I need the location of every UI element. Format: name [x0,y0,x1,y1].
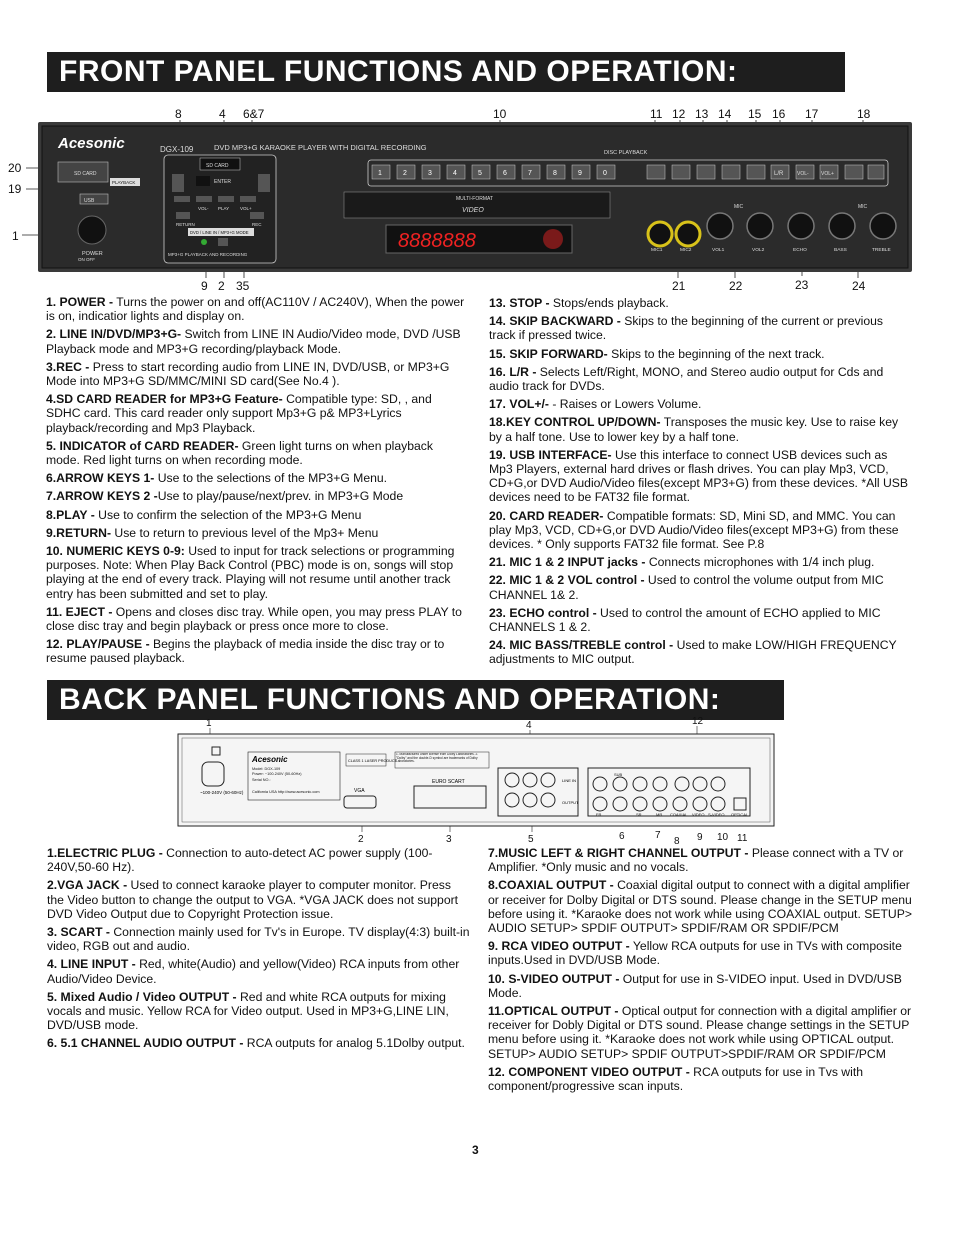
description-text: Connection to auto-detect AC power supply (100-240V,50-60 Hz). [47,846,433,875]
vol-plus-button-label: VOL+ [821,171,834,177]
description-heading: 9. RCA VIDEO OUTPUT - [488,939,630,954]
back-callout-4: 4 [526,720,532,731]
description-text: - Raises or Lowers Volume. [548,397,702,412]
callout-23: 23 [795,278,809,292]
description-heading: 14. SKIP BACKWARD - [489,314,621,329]
description-item [489,509,909,552]
back-callout-5: 5 [528,834,534,845]
callout-20: 20 [8,161,22,175]
callout-10: 10 [493,107,507,121]
back-callout-1: 1 [206,718,212,729]
description-text: Turns the power on and off(AC110V / AC240V), When the power is on, indicatior lights and display on. [46,295,465,324]
description-item [488,972,912,1000]
description-text: Begins the playback of media inside the disc tray or to resume paused playback. [46,637,445,666]
dolby-notice: 1. Manufactured under license from Dolby Laboratories. 2. "Dolby" and the double-D symbol are trademarks of Dolby Laboratories. [396,753,479,764]
knob-label-echo: ECHO [793,248,807,253]
page-number: 3 [472,1143,479,1157]
description-text: Transposes the music key. Use to raise key by a half tone. Use to lower key by a half tone. [489,415,899,444]
description-heading: 11. EJECT - [46,604,113,619]
description-heading: 1.ELECTRIC PLUG - [47,846,163,860]
description-heading: 12. COMPONENT VIDEO OUTPUT - [488,1064,690,1079]
description-heading: 22. MIC 1 & 2 VOL control - [489,573,645,588]
description-item [489,365,909,393]
back-callout-3: 3 [446,834,452,845]
description-item [46,327,466,355]
description-text: Compatible type: SD, , and SDHC card. This card reader only support Mp3+G p& MP3+Lyrics playback/recording and Mp3 Playback. [46,392,432,435]
knob-label-bass: BASS [834,248,847,253]
description-text: Used to control the volume output from MIC CHANNEL 1& 2. [489,573,884,602]
description-heading: 13. STOP - [489,296,550,310]
back-info-power: Power: ~100-240V (50-60Hz) [252,772,302,776]
description-text: Used to connect karaoke player to computer monitor. Press the Video button to change the output to VGA. *VGA JACK does not support DVD Video Output due to Copyright Protection issue. [47,878,459,921]
back-callout-9: 9 [697,832,703,843]
description-text: Skips to the beginning of the current or previous track if pressed twice. [489,314,884,343]
description-text: Coaxial digital output to connect with a digital amplifier or receiver for Dolby Digital or DTS sound. Please change in the SETUP menu before using it. *Karaoke does not work while using COAXIAL output. SETUP> AUDIO SETUP> SPDIF OUTPUT> SPDIF/RAM OR SPDIF/PCM [488,878,912,936]
description-text: Green light turns on when playback mode. Red light turns on when recording mode. [46,438,433,468]
jack-optical: OPTICAL [731,812,749,817]
knob-label-mic1: MIC1 [651,248,663,253]
back-callout-6: 6 [619,831,625,842]
front-panel-title: FRONT PANEL FUNCTIONS AND OPERATION: [47,52,845,92]
brand-logo: Acesonic [58,135,125,152]
description-text: Opens and closes disc tray. While open, you may press PLAY to close disc tray and begin playback or press once more to close. [46,604,462,634]
callout-24: 24 [852,279,866,293]
callout-1: 1 [12,229,19,243]
description-heading: 10. S-VIDEO OUTPUT - [488,971,620,986]
description-item [46,526,466,540]
back-info-serial: Serial NO.: [252,778,271,782]
vga-label: VGA [354,788,365,794]
jack-fr: FR [596,812,602,817]
disc-playback-label: DISC PLAYBACK [604,150,648,156]
back-power-label: ~100-240V (50-60Hz) [200,790,244,795]
back-panel-diagram [0,712,954,847]
description-item [488,1004,912,1061]
description-heading: 4.SD CARD READER for MP3+G Feature- [46,392,283,407]
description-item [46,489,466,503]
description-heading: 17. VOL+/- [489,397,549,412]
description-item [489,555,909,569]
description-text: Skips to the beginning of the next track. [607,346,825,361]
description-heading: 7.MUSIC LEFT & RIGHT CHANNEL OUTPUT - [488,846,749,860]
multi-format-label: MULTI-FORMAT [456,196,494,202]
back-callout-12: 12 [692,716,704,727]
description-text: RCA outputs for use in Tvs with component/progressive scan inputs. [488,1064,863,1094]
description-item [489,314,909,342]
description-text: Please connect with a TV or Amplifier. *Only music and no vocals. [488,846,904,875]
jack-sr: SR [636,812,642,817]
description-item [46,508,466,522]
usb-label: USB [84,198,95,204]
back-info-web: California USA http://www.acesonic.com [252,790,320,794]
back-left-column [47,846,471,1055]
callout-14: 14 [718,107,732,121]
description-heading: 3.REC - [46,359,90,374]
jack-video: VIDEO [692,812,705,817]
description-text: Red, white(Audio) and yellow(Video) RCA inputs from other Audio/Video Device. [47,957,460,986]
description-item [46,439,466,467]
description-item [47,846,471,874]
description-item [489,448,909,505]
jack-mr: MR [656,812,663,817]
description-heading: 2.VGA JACK - [47,878,128,893]
description-heading: 1. POWER - [46,295,114,309]
callout-4: 4 [219,107,226,121]
description-text: Use to the selections of the MP3+G Menu. [154,471,388,486]
description-text: Use this interface to connect USB devices such as Mp3 Players, external hard drives or flash drives. You can play Mp3, VCD, CD+G,or DVD Audio/Video files(except MP3+G) from these devices. *All USB devices need to be FAT32 file format. [489,447,909,505]
description-heading: 24. MIC BASS/TREBLE control - [489,638,674,653]
description-heading: 3. SCART - [47,925,110,940]
front-right-column [489,296,909,671]
description-item [46,637,466,665]
front-left-column [46,295,466,670]
description-text: Optical output for connection with a digital amplifier or receiver for Dobly Digital or DTS sound. Please change settings in the SETUP menu before using it. *Karaoke does not work while using OPTICAL output. SETUP> AUDIO SETUP> SPDIF OUTPUT>SPDIF/RAM OR SPDIF/PCM [488,1004,912,1061]
description-text: Use to play/pause/next/prev. in MP3+G Mode [157,489,404,504]
output-label: OUTPUT [562,800,579,805]
description-item [489,296,909,310]
description-item [489,638,909,666]
number-key-label: 3 [428,170,432,177]
mic2-jack[interactable] [676,222,700,246]
description-text: Yellow RCA outputs for use in TVs with composite inputs.Used in DVD/USB Mode. [488,939,902,968]
callout-22: 22 [729,279,743,293]
description-item [489,573,909,601]
callout-11: 11 [650,107,663,121]
return-label: RETURN [176,222,195,227]
description-heading: 8.PLAY - [46,507,95,522]
number-key-label: 2 [403,170,407,177]
callout-19: 19 [8,182,22,196]
number-key-label: 6 [503,170,507,177]
description-item [488,1065,912,1093]
description-text: Selects Left/Right, MONO, and Stereo audio output for Cds and audio track for DVDs. [489,364,884,394]
description-item [489,415,909,443]
description-heading: 8.COAXIAL OUTPUT - [488,878,614,893]
description-item [46,471,466,485]
number-key-label: 0 [603,170,607,177]
description-text: Used to control the amount of ECHO applied to MIC CHANNELS 1 & 2. [489,605,881,635]
class-label: CLASS 1 LASER PRODUCT [348,759,397,763]
mic1-jack[interactable] [648,222,672,246]
playback-label: PLAYBACK [112,180,136,185]
description-heading: 18.KEY CONTROL UP/DOWN- [489,415,661,430]
description-text: Output for use in S-VIDEO input. Used in DVD/USB Mode. [488,971,902,1000]
number-key-label: 1 [378,170,382,177]
description-text: Connects microphones with 1/4 inch plug. [645,555,875,570]
description-text: Stops/ends playback. [549,296,669,310]
knob-label-mic2: MIC2 [680,248,692,253]
description-text: Use to return to previous level of the Mp3+ Menu [111,525,379,540]
sd-card-label: SD CARD [74,171,97,177]
description-heading: 19. USB INTERFACE- [489,447,612,462]
description-heading: 16. L/R - [489,364,537,379]
jack-svideo: S-VIDEO [708,812,725,817]
vol-minus-label: VOL- [198,206,209,211]
description-item [46,360,466,388]
callout-13: 13 [695,107,709,121]
description-item [488,939,912,967]
mic-label-left: MIC [734,204,744,210]
callout-8: 8 [175,107,182,121]
description-text: Press to start recording audio from LINE IN, DVD/USB, or MP3+G Mode into MP3+G SD/MMC/MINI SD card(See No.4 ). [46,359,450,389]
description-heading: 20. CARD READER- [489,508,604,523]
description-heading: 7.ARROW KEYS 2 - [46,489,158,504]
description-item [489,606,909,634]
model-label: DGX-109 [160,145,194,154]
number-key-label: 9 [578,170,582,177]
sd-card2-label: SD CARD [206,163,229,169]
description-text: Red and white RCA outputs for mixing vocals and music. Yellow RCA for Video output. Used in MP3+G,LINE LIN, DVD/USB mode. [47,989,449,1033]
jack-coaxial: COAXIAL [670,812,688,817]
description-item [47,878,471,921]
power-label: POWER [82,251,103,257]
description-heading: 23. ECHO control - [489,605,597,620]
back-callout-2: 2 [358,834,364,845]
description-text: Switch from LINE IN Audio/Video mode, DVD /USB Playback mode and MP3+G recording/playback Mode. [46,327,461,356]
back-brand: Acesonic [252,755,288,764]
knob-label-vol1: VOL1 [712,248,725,253]
description-heading: 9.RETURN- [46,525,112,540]
description-heading: 6. 5.1 CHANNEL AUDIO OUTPUT - [47,1036,244,1051]
description-item [47,990,471,1033]
back-callout-7: 7 [655,830,661,841]
mic-label-right: MIC [858,204,868,210]
number-key-label: 5 [478,170,482,177]
callout-12: 12 [672,107,686,121]
description-text: Connection mainly used for Tv's in Europe. TV display(4:3) built-in video, RGB out and audio. [47,925,470,954]
description-item [47,925,471,953]
back-info-model: Model: DGX-109 [252,767,281,771]
description-heading: 12. PLAY/PAUSE - [46,637,150,652]
callout-17: 17 [805,107,819,121]
callout-6-7: 6&7 [243,107,265,121]
description-text: RCA outputs for analog 5.1Dolby output. [243,1036,465,1051]
description-item [47,957,471,985]
callout-21: 21 [672,279,686,293]
rec-label: REC [252,222,262,227]
description-heading: 5. INDICATOR of CARD READER- [46,438,239,453]
back-right-column [488,846,912,1097]
description-item [46,295,466,323]
display-digits: 8888888 [398,230,476,252]
description-heading: 21. MIC 1 & 2 INPUT jacks - [489,555,646,570]
description-text: Used to input for track selections or programming purposes. Note: When Play Back Control (PBC) mode is on, songs will stop playing at the end of every track. Playing will not resume until another track entry has been submitted and set to play. [46,544,455,601]
back-callout-8: 8 [674,836,680,847]
play-label: PLAY [218,206,230,211]
description-item [489,397,909,411]
description-text: Use to confirm the selection of the MP3+G Menu [94,507,362,522]
description-heading: 15. SKIP FORWARD- [489,346,608,361]
description-item [488,846,912,874]
linein-label: LINE IN [562,778,577,783]
description-item [46,544,466,601]
callout-9: 9 [201,279,208,293]
lr-button-label: L/R [774,171,784,177]
description-heading: 10. NUMERIC KEYS 0-9: [46,544,185,559]
power-button[interactable] [78,216,106,244]
bottom-module-label: MP3+G PLAYBACK AND RECORDING [168,252,248,257]
video-label: VIDEO [462,207,484,214]
description-heading: 6.ARROW KEYS 1- [46,471,155,486]
power-sub-label: ON OFF [78,257,95,262]
description-heading: 5. Mixed Audio / Video OUTPUT - [47,989,237,1004]
description-item [47,1036,471,1050]
number-key-label: 8 [553,170,557,177]
description-heading: 11.OPTICAL OUTPUT - [488,1004,619,1019]
subtitle-label: DVD MP3+G KARAOKE PLAYER WITH DIGITAL RECORDING [214,143,427,152]
description-text: Used to make LOW/HIGH FREQUENCY adjustments to MIC output. [489,638,897,667]
vol-minus-button-label: VOL- [797,171,809,177]
enter-label: ENTER [214,179,231,185]
vol-plus-label: VOL+ [240,206,252,211]
description-item [46,392,466,435]
description-heading: 4. LINE INPUT - [47,957,136,972]
callout-35: 35 [236,279,250,293]
description-item [488,878,912,935]
jack-sub: SUB [614,772,623,777]
number-key-label: 4 [453,170,457,177]
knob-label-vol2: VOL2 [752,248,765,253]
number-key-label: 7 [528,170,532,177]
description-heading: 2. LINE IN/DVD/MP3+G- [46,327,182,342]
description-text: Compatible formats: SD, Mini SD, and MMC. You can play Mp3, VCD, CD+G,or DVD Audio/Video files(except MP3+G) from these devices. * Only supports FAT32 file format. See P.8 [489,508,899,552]
callout-2: 2 [218,279,225,293]
front-panel-diagram [0,100,954,300]
scart-label: EURO SCART [432,779,465,785]
back-callout-10: 10 [717,832,729,843]
callout-15: 15 [748,107,762,121]
back-callout-11: 11 [737,833,748,844]
callout-16: 16 [772,107,786,121]
description-item [46,605,466,633]
description-item [489,347,909,361]
knob-label-treble: TREBLE [872,248,891,253]
callout-18: 18 [857,107,871,121]
back-panel-title: BACK PANEL FUNCTIONS AND OPERATION: [47,680,784,720]
mode-label: DVD / LINE IN / MP3+G MODE [190,230,249,235]
